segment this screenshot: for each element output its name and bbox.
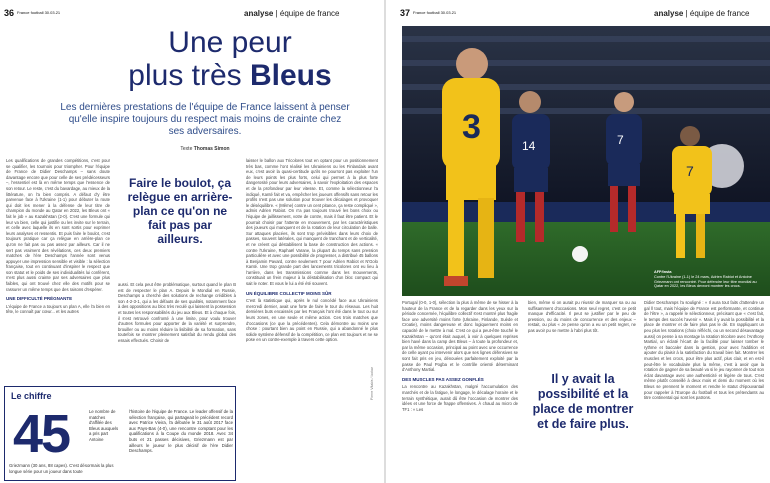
folio-number: 36: [4, 8, 15, 18]
svg-text:14: 14: [522, 139, 536, 153]
chiffre-number: 45: [13, 404, 70, 464]
svg-text:7: 7: [686, 163, 694, 179]
chiffre-box: [4, 386, 236, 481]
page-number-left: [4, 8, 60, 18]
section-label-right: [654, 9, 750, 18]
photo-credit: Pierre Vitakis / Ixokar: [370, 366, 374, 400]
body-column-2: [118, 282, 236, 382]
col1-subheading: UNE DIFFICULTÉ PRÉGNANTE: [6, 296, 73, 302]
match-photo-illustration: [402, 26, 770, 296]
right-body-column-2: [528, 300, 636, 360]
right-col1-subheading: DES MUSCLES PAS ASSEZ GONFLÉS: [402, 376, 484, 382]
byline-author: Thomas Simon: [193, 146, 230, 152]
body-column-1: [6, 158, 110, 382]
folio-number-right: 37: [400, 8, 411, 18]
chiffre-context: Le nombre de matches d'affilée des Bleus auxquels a pris part Antoine: [89, 409, 119, 442]
section-label-left: [244, 9, 340, 18]
title-line-1: Une peur: [168, 26, 292, 59]
col1-paragraph-2: L'équipe de France a toujours un plan A, elle l'a bien en tête, le connaît par cœur... et les autres: [6, 303, 110, 315]
article-deck: Les dernières prestations de l'équipe de France laissent à penser qu'elle inspire toujours du respect mais moins de crainte chez ses adversaires.: [60, 102, 350, 137]
right-page: [370, 0, 770, 483]
byline-prefix: Texte: [180, 146, 194, 152]
caption-text: Contre l'Ukraine (1-1) le 24 mars, Adrien Rabiot et Antoine Griezmann ont rencontré. Pour défendre leur titre mondial au Qatar en 2022, les Bleus devront montrer les crocs.: [654, 274, 757, 289]
right-col2-paragraph: bien, même si on aurait pu réussir de marquer sa ou au suffisamment d'occasions. Mon seul regret, c'est ce petit manque d'efficacité. Il peut se justifier par le peu de pression, ou du moins de concurrence et des enjeux – restait, ou plus « Je pense qu'on a eu un petit regret, ne pas avoir pu se mettre à l'abri plus tôt.: [528, 300, 636, 333]
right-body-column-1: [402, 300, 518, 480]
right-col1-paragraph-2: La rencontre au Kazakhstan, malgré l'accumulation des marchés et de la fatigue, le longage, le décalage horaire et le terrain synthétique, aurait dû être l'occasion de montrer des idées et une force de frappe offensives. À chaud au micro de TF1 : « Les: [402, 384, 518, 412]
col2-paragraph: aussi. Et cela peut être problématique, surtout quand le plan B est de respecter le plan A. Depuis le Mondial en Russie, Deschamps a cherché des solutions de rechange crédibles à son 4-2-3-1, qui a les défauts de ses qualités, notamment face à des oppositions au bloc très reculé qui laissent la possession et toutes les responsabilités du jeu aux Bleus. Et à chaque fois, il s'est retrouvé confronté à une limite, pour voulu trouver d'autres formules pour apporter de la variété et surprendre, brouiller ou au moins réduire la lisibilité de sa formation, sans toutefois se montrer pleinement satisfait du rendu global des essais effectués. Choisir de: [118, 282, 236, 343]
folio-sub-right: France football 30.03.21: [413, 10, 457, 15]
title-line-2a: plus très: [128, 59, 250, 92]
section-bold-right: analyse: [654, 9, 684, 18]
col3-paragraph: laisser le ballon aux Tricolores tout en optant pour un positionnement très bas, comme l'ont réalisé les Ukrainiens ou les Finlandais avant eux, c'est avoir la quasi-certitude qu'ils ne pourront pas exploiter l'un de leurs points les plus forts, celui qui permet à la plus forte dangerosité pour leurs adversaires, à savoir l'exploitation des espaces et de la profondeur par leur vitesse. Et, comme la sélectionneur l'a indiqué, Kanté fait et va, empêcher les joueurs offensifs sans retour les profils n'est pas une solution pour trouver les décalages et provoquer le déséquilibre. « (Même) contre un cent pitance, ça reste compliqué », admis Adrien Rabiot. On n'a pas toujours trouvé les bons choix ou l'équipe de jaillissement, votre de contre, mais il faut être patient. Et le pourrait choisir par l'attente en mouvement, par les caractéristiques des joueurs qui manquent et de la rotation de leur circulation de balle. Sur attaques placées, ils sont trop prévisibles dans leurs choix de passes, souvent latérales, qui manquent de tranchant et de verticalité, et ne créent qui déstabilisent la base de construction des actions. « contre l'Ukraine, Raphaël Varane, la plupart du temps sans pression particulière et avec une possibilité de progresser, a distribué 45 ballons à Benjamin Pavard, contre seulement 7 pour Adrien Rabiot et N'Golo Kanté. Une trop grande part des lancements tricolores ont eu lieu à l'arrière, dans les transmissions comme dans les mouvements, constituait un frein majeur à la déstabilisation d'un bloc compact qui sait le noter. Et vous le lui a été été souvent.: [246, 158, 378, 287]
section-rest: | équipe de france: [275, 9, 340, 18]
folio-sub: France football 30.03.21: [17, 10, 61, 15]
page-number-right: [400, 8, 456, 18]
right-col3-paragraph: Didier Deschamps l'a souligné : « Il aura tout faits d'attendre un gal ll tout, mais l'équipe de France est performante, et continue de l'être », a rappelé le sélectionneur, précisant que « c'est fait, le temps des succès l'avenir ». Mais il y avait la possibilité et la place de montrer et de faire plus pas le dé. En rappliquant un peu plus les rotations (choix réfléchi, ou un second désavantage aussi) on pense à sa montage la rotation tricolore avec l'Anthony Martial, un éclaté l'écart de la facilité pour laisser tomber le rythme et baccaler dans la gestion, pour avec l'addition et ajouter du plaisir à la satisfaction du travail bien fait. Montrer les muscles et les crocs, pour être plus actif, plus clair, et en est-il peut-être le vocabulaire plus la même, c'est à avoir que la rotation de gagner de sa beauté va si le jeu rayonner de tout son éclat davantage avec une authenticité et légère de tous. C'est même plutôt conseillé à deux mois et demi du moment où les Bleus se prennent le moment et rendre le statut d'épouvantail pour rappeler à l'Europe du football et tous les prétendants au titre continental qui sont les patrons.: [644, 300, 764, 401]
title-line-2b: Bleus: [250, 59, 332, 92]
left-page: [0, 0, 384, 483]
pull-quote-right: Il y avait la possibilité et la place de montrer et de faire plus.: [532, 372, 634, 431]
section-bold: analyse: [244, 9, 274, 18]
body-column-3: [246, 158, 378, 480]
svg-text:7: 7: [617, 133, 624, 147]
football: [572, 246, 588, 262]
pull-quote-left: Faire le boulot, ça relègue en arrière-plan ce qu'on ne fait pas par ailleurs.: [127, 176, 233, 246]
match-photo: [402, 26, 770, 296]
section-rest-right: | équipe de france: [685, 9, 750, 18]
right-col1-paragraph: Portugal (0-0, 1-0), sélection la plus à même de se hisser à la hauteur de la France et de la regarder dans les yeux sur la période concernée, l'équilibre collectif s'est montré plus fragile face une adversité moins forte (Ukraine, Finlande, Suède et Croatie), moins dangereuse et donc logiquement moins en capacité de le mettre à mal. C'est ce qui a peut-être touché le Kazakhstan – qu'ont était auquel, à voir à quelques reprises bien havé dans la camp des Bleus – à toute la profondeur et, par la même occasion, principal au point avec une occurrence de celle ayant pu intervenir alors que ses lignes défensives se sont fait pris en jeu, dénouées parfaitement exploité par la passe de Paul Pogba et le contrôle orienté déterminant d'Anthony Martial.: [402, 300, 518, 373]
svg-text:3: 3: [462, 108, 481, 146]
chiffre-label: Le chiffre: [11, 391, 52, 401]
col1-paragraph: Les qualifications de grandes compétitions, c'est pour se qualifier, les tournois pour triompher. Pour l'équipe de France de Didier Deschamps – sans doute davantage encore que pour celle de ses prédécesseurs –, l'essentiel est là en même temps que l'essence de son retour. Le reste, c'est du bavardage, au mieux de la littérature, on l'a bien compris. A défaut d'y être parvenue face à l'Ukraine (1-1) pour débuter la route qui doit les mener à la défense de leur titre de champion du monde au Qatar en 2022, les Bleus ont « fait le job » au Kazakhstan (2-0). C'est une formule qui leur va bien, celle qui justifie ou les invite sur le terrain, et celle avec laquelle ils en sont sortis pour exprimer leurs analyses et ressentis. Et puis faire le boulot, c'est toujours pratique car ça relègue en arrière-plan ce qu'on ne fait pas ou pas assez par ailleurs. Car il ne sert pas vraiment des révélations, ces deux premiers matches de l'ère Deschamps l'année sont venus appuyer une impression sensible et visible : la sélection française, tout en continuant d'inspirer le respect que son statut et le poids de ses individualités lui confèrent, n'est plus aussi crainte par ses adversaires que plus faibles, qui ont trouvé chez elle des motifs pour se rassurer un même temps que des raisons d'espérer.: [6, 158, 110, 292]
caption-bold: AFP/Insta: [654, 270, 672, 274]
title-line-2: [90, 59, 370, 92]
chiffre-bottom-text: Griezmann (30 ans, 88 capes). C'est désormais la plus longue série pour un joueur dans toute: [9, 463, 114, 474]
col3-subheading: UN ÉQUILIBRE COLLECTIF MOINS SÛR: [246, 290, 332, 296]
byline: [60, 146, 350, 152]
right-body-column-3: [644, 300, 764, 480]
article-title: [90, 26, 370, 92]
photo-caption: [654, 270, 764, 289]
chiffre-right-text: l'histoire de l'équipe de France. Le leader offensif de la sélection française, qui partageait le précédent record avec Patrice Vieira, l'a débutée le 31 août 2017 face aux Pays-Bas (4-0), une rencontre comptant pour les qualifications à la Coupe du monde 2018. Avec 34 buts et 21 passes décisives, Griezmann est par ailleurs le joueur le plus décisif de l'ère Didier Deschamps.: [129, 409, 233, 454]
col3-paragraph-2: C'est là statistique qui, après le nul concédé face aux Ukrainiens mercredi dernier, avait une forte de faire le tour du réseaux. Les huit dernières buts encaissés par les Français l'ont été dans le tout ou sur leurs zones, en une seule et même action. Ces trois matches que d'occasions (ce que la précédentes). Cela démontre au moins une chose : pourtant bien au point en Russie, qui a abandonné le plus solide système défensif de la compétition, ce plan est toujours et ne se pose en un contre-exemple à travers cette option.: [246, 298, 378, 343]
